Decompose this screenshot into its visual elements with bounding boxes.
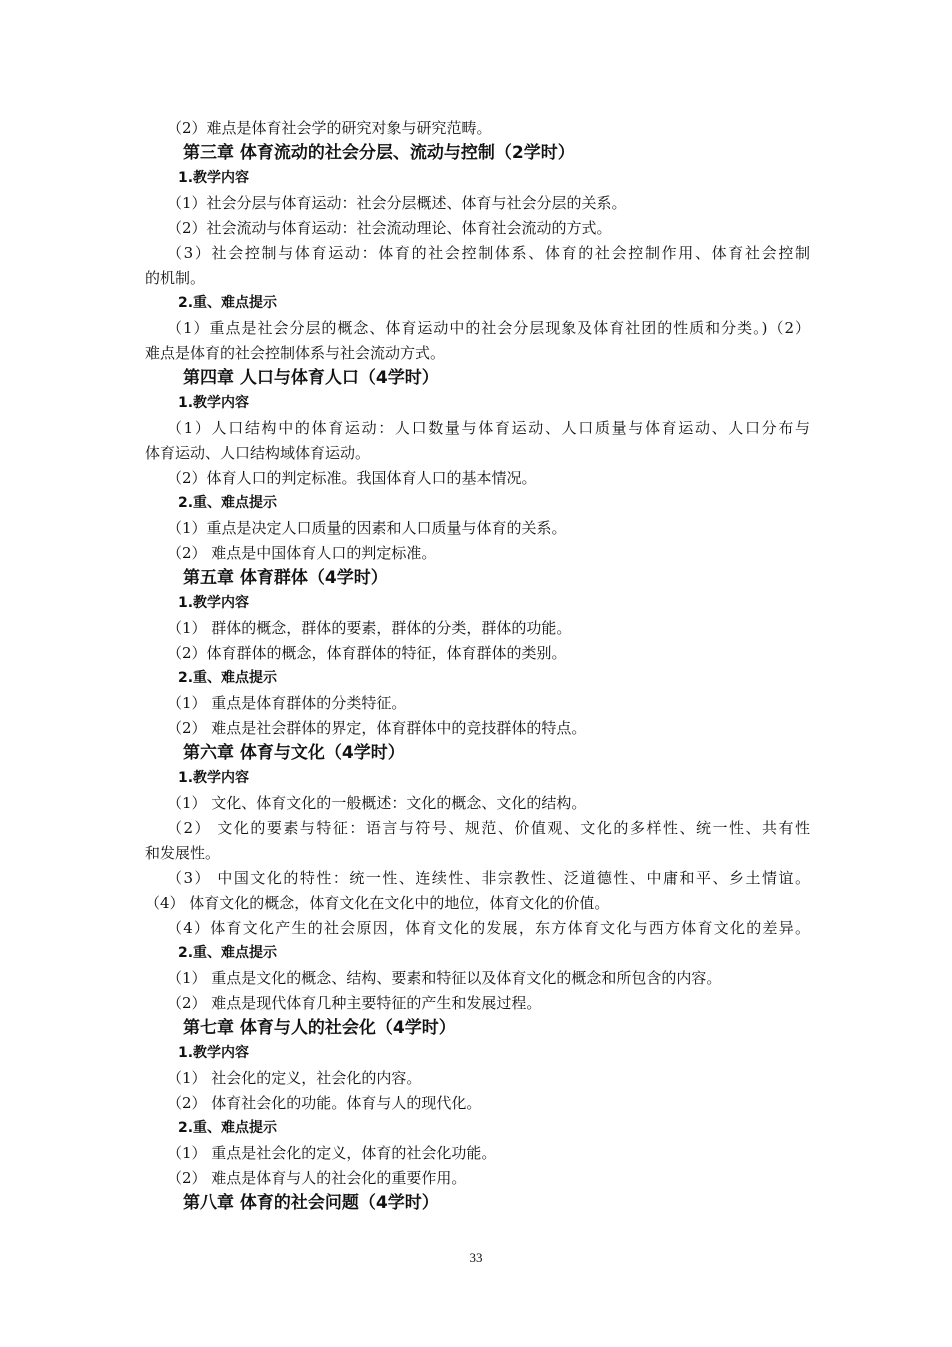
section-heading: 1.教学内容: [178, 1045, 250, 1061]
chapter-heading: 第六章 体育与文化（4学时）: [183, 743, 405, 763]
paragraph-line: （1） 重点是体育群体的分类特征。: [167, 694, 407, 712]
paragraph-line: （2）体育人口的判定标准。我国体育人口的基本情况。: [167, 469, 537, 487]
paragraph-line: （2） 难点是社会群体的界定，体育群体中的竞技群体的特点。: [167, 719, 587, 737]
section-heading: 2.重、难点提示: [178, 495, 278, 511]
paragraph-line: （2）难点是体育社会学的研究对象与研究范畴。: [167, 119, 492, 137]
paragraph-line: 的机制。: [145, 269, 206, 287]
paragraph-line: （2）社会流动与体育运动：社会流动理论、体育社会流动的方式。: [167, 219, 612, 237]
paragraph-line: （1） 重点是文化的概念、结构、要素和特征以及体育文化的概念和所包含的内容。: [167, 969, 722, 987]
paragraph-line: （1）重点是决定人口质量的因素和人口质量与体育的关系。: [167, 519, 567, 537]
paragraph-line: （2）体育群体的概念，体育群体的特征，体育群体的类别。: [167, 644, 567, 662]
paragraph-line: （1）人口结构中的体育运动：人口数量与体育运动、人口质量与体育运动、人口分布与: [167, 419, 810, 437]
paragraph-line: 和发展性。: [145, 844, 221, 862]
paragraph-line: （1） 文化、体育文化的一般概述：文化的概念、文化的结构。: [167, 794, 587, 812]
paragraph-line: （2） 难点是中国体育人口的判定标准。: [167, 544, 437, 562]
page-number: 33: [469, 1250, 483, 1265]
section-heading: 2.重、难点提示: [178, 670, 278, 686]
paragraph-line: （3） 中国文化的特性：统一性、连续性、非宗教性、泛道德性、中庸和平、乡土情谊。: [167, 869, 810, 887]
section-heading: 1.教学内容: [178, 770, 250, 786]
section-heading: 1.教学内容: [178, 595, 250, 611]
paragraph-line: （2） 体育社会化的功能。体育与人的现代化。: [167, 1094, 482, 1112]
chapter-heading: 第三章 体育流动的社会分层、流动与控制（2学时）: [183, 143, 575, 163]
paragraph-line: （4）体育文化产生的社会原因，体育文化的发展，东方体育文化与西方体育文化的差异。: [167, 919, 810, 937]
chapter-heading: 第五章 体育群体（4学时）: [183, 568, 388, 588]
section-heading: 2.重、难点提示: [178, 1120, 278, 1136]
paragraph-line: （1）社会分层与体育运动：社会分层概述、体育与社会分层的关系。: [167, 194, 627, 212]
paragraph-line: （1） 社会化的定义，社会化的内容。: [167, 1069, 422, 1087]
paragraph-line: （4） 体育文化的概念，体育文化在文化中的地位，体育文化的价值。: [145, 894, 610, 912]
paragraph-line: 体育运动、人口结构域体育运动。: [145, 444, 371, 462]
chapter-heading: 第八章 体育的社会问题（4学时）: [183, 1193, 439, 1213]
paragraph-line: （2） 难点是现代体育几种主要特征的产生和发展过程。: [167, 994, 542, 1012]
paragraph-line: （1）重点是社会分层的概念、体育运动中的社会分层现象及体育社团的性质和分类。)（2）: [167, 319, 810, 337]
chapter-heading: 第四章 人口与体育人口（4学时）: [183, 368, 439, 388]
section-heading: 1.教学内容: [178, 170, 250, 186]
paragraph-line: （1） 群体的概念，群体的要素，群体的分类，群体的功能。: [167, 619, 572, 637]
paragraph-line: （3）社会控制与体育运动：体育的社会控制体系、体育的社会控制作用、体育社会控制: [167, 244, 810, 262]
paragraph-line: 难点是体育的社会控制体系与社会流动方式。: [145, 344, 446, 362]
section-heading: 2.重、难点提示: [178, 295, 278, 311]
section-heading: 1.教学内容: [178, 395, 250, 411]
paragraph-line: （2） 难点是体育与人的社会化的重要作用。: [167, 1169, 467, 1187]
paragraph-line: （2） 文化的要素与特征：语言与符号、规范、价值观、文化的多样性、统一性、共有性: [167, 819, 810, 837]
section-heading: 2.重、难点提示: [178, 945, 278, 961]
chapter-heading: 第七章 体育与人的社会化（4学时）: [183, 1018, 456, 1038]
paragraph-line: （1） 重点是社会化的定义，体育的社会化功能。: [167, 1144, 497, 1162]
